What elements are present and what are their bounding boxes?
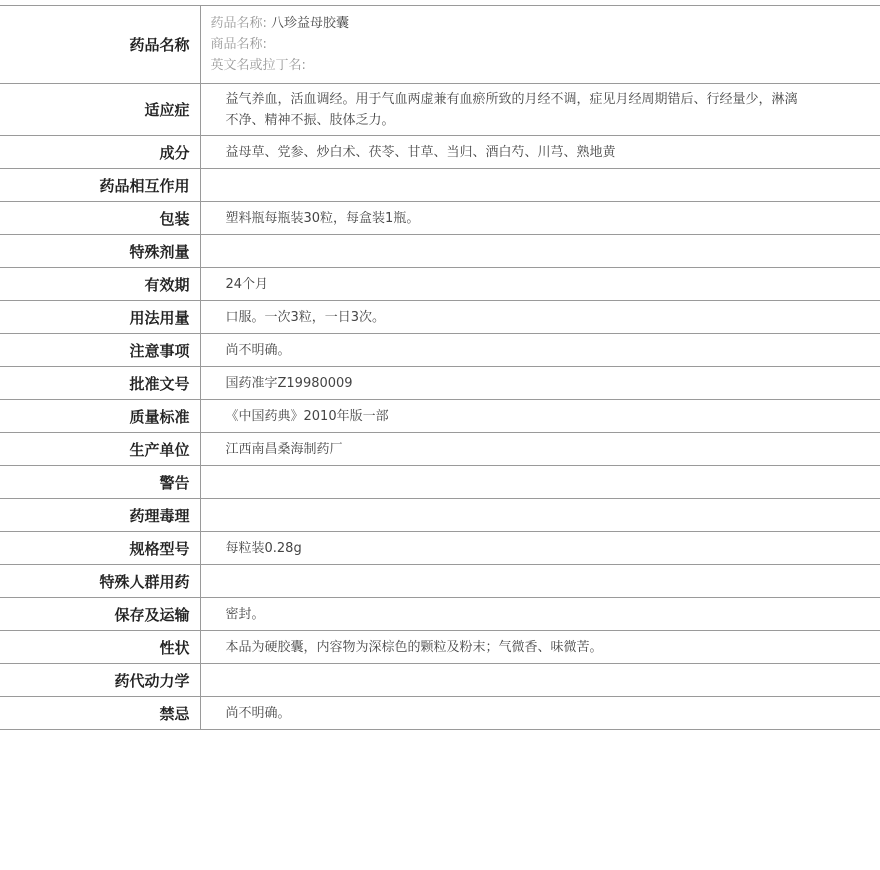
row-label-contraindications: 禁忌: [0, 697, 200, 730]
row-label-packaging: 包装: [0, 202, 200, 235]
table-row-shelf-life: [0, 268, 880, 301]
row-value-quality-standard: 《中国药典》2010年版一部: [200, 400, 880, 433]
row-value-precautions: 尚不明确。: [200, 334, 880, 367]
table-row-usage: [0, 301, 880, 334]
table-row-approval-number: [0, 367, 880, 400]
table-row-indication: [0, 84, 880, 136]
row-label-specification: 规格型号: [0, 532, 200, 565]
row-label-special-populations: 特殊人群用药: [0, 565, 200, 598]
table-row-storage: [0, 598, 880, 631]
row-value-special-dosage: [200, 235, 880, 268]
table-row-specification: [0, 532, 880, 565]
row-label-approval-number: 批准文号: [0, 367, 200, 400]
row-value-warning: [200, 466, 880, 499]
table-row-special-dosage: [0, 235, 880, 268]
table-row-drug-name: [0, 6, 880, 84]
row-value-indication: 益气养血，活血调经。用于气血两虚兼有血瘀所致的月经不调，症见月经周期错后、行经量少，淋漓不净、精神不振、肢体乏力。: [200, 84, 880, 136]
table-row-pharmacokinetics: [0, 664, 880, 697]
latin-name-label: 英文名或拉丁名:: [210, 58, 306, 73]
trade-name-label: 商品名称:: [210, 37, 267, 52]
row-label-interactions: 药品相互作用: [0, 169, 200, 202]
table-row-quality-standard: [0, 400, 880, 433]
table-row-warning: [0, 466, 880, 499]
row-value-pharmacology: [200, 499, 880, 532]
row-label-pharmacokinetics: 药代动力学: [0, 664, 200, 697]
row-label-drug-name: 药品名称: [0, 6, 200, 84]
row-label-indication: 适应症: [0, 84, 200, 136]
row-label-ingredients: 成分: [0, 136, 200, 169]
row-label-special-dosage: 特殊剂量: [0, 235, 200, 268]
row-value-interactions: [200, 169, 880, 202]
table-row-manufacturer: [0, 433, 880, 466]
drug-name-block: [200, 6, 880, 84]
table-row-description: [0, 631, 880, 664]
row-value-packaging: 塑料瓶每瓶装30粒，每盒装1瓶。: [200, 202, 880, 235]
row-value-specification: 每粒装0.28g: [200, 532, 880, 565]
row-value-manufacturer: 江西南昌桑海制药厂: [200, 433, 880, 466]
drug-name-label: 药品名称:: [210, 16, 267, 31]
table-row-precautions: [0, 334, 880, 367]
row-label-warning: 警告: [0, 466, 200, 499]
row-label-manufacturer: 生产单位: [0, 433, 200, 466]
table-row-ingredients: [0, 136, 880, 169]
row-label-precautions: 注意事项: [0, 334, 200, 367]
row-value-ingredients: 益母草、党参、炒白术、茯苓、甘草、当归、酒白芍、川芎、熟地黄: [200, 136, 880, 169]
row-value-description: 本品为硬胶囊，内容物为深棕色的颗粒及粉末；气微香、味微苦。: [200, 631, 880, 664]
table-row-special-populations: [0, 565, 880, 598]
row-value-pharmacokinetics: [200, 664, 880, 697]
drug-info-table: [0, 5, 880, 730]
row-value-shelf-life: 24个月: [200, 268, 880, 301]
table-row-contraindications: [0, 697, 880, 730]
drug-name-line: [211, 13, 880, 34]
row-label-description: 性状: [0, 631, 200, 664]
table-row-interactions: [0, 169, 880, 202]
table-row-pharmacology: [0, 499, 880, 532]
row-value-contraindications: 尚不明确。: [200, 697, 880, 730]
drug-name-value: 八珍益母胶囊: [271, 16, 350, 31]
row-label-storage: 保存及运输: [0, 598, 200, 631]
row-value-special-populations: [200, 565, 880, 598]
row-label-usage: 用法用量: [0, 301, 200, 334]
row-label-pharmacology: 药理毒理: [0, 499, 200, 532]
row-value-storage: 密封。: [200, 598, 880, 631]
row-label-quality-standard: 质量标准: [0, 400, 200, 433]
row-value-usage: 口服。一次3粒，一日3次。: [200, 301, 880, 334]
table-row-packaging: [0, 202, 880, 235]
row-value-approval-number: 国药准字Z19980009: [200, 367, 880, 400]
row-label-shelf-life: 有效期: [0, 268, 200, 301]
